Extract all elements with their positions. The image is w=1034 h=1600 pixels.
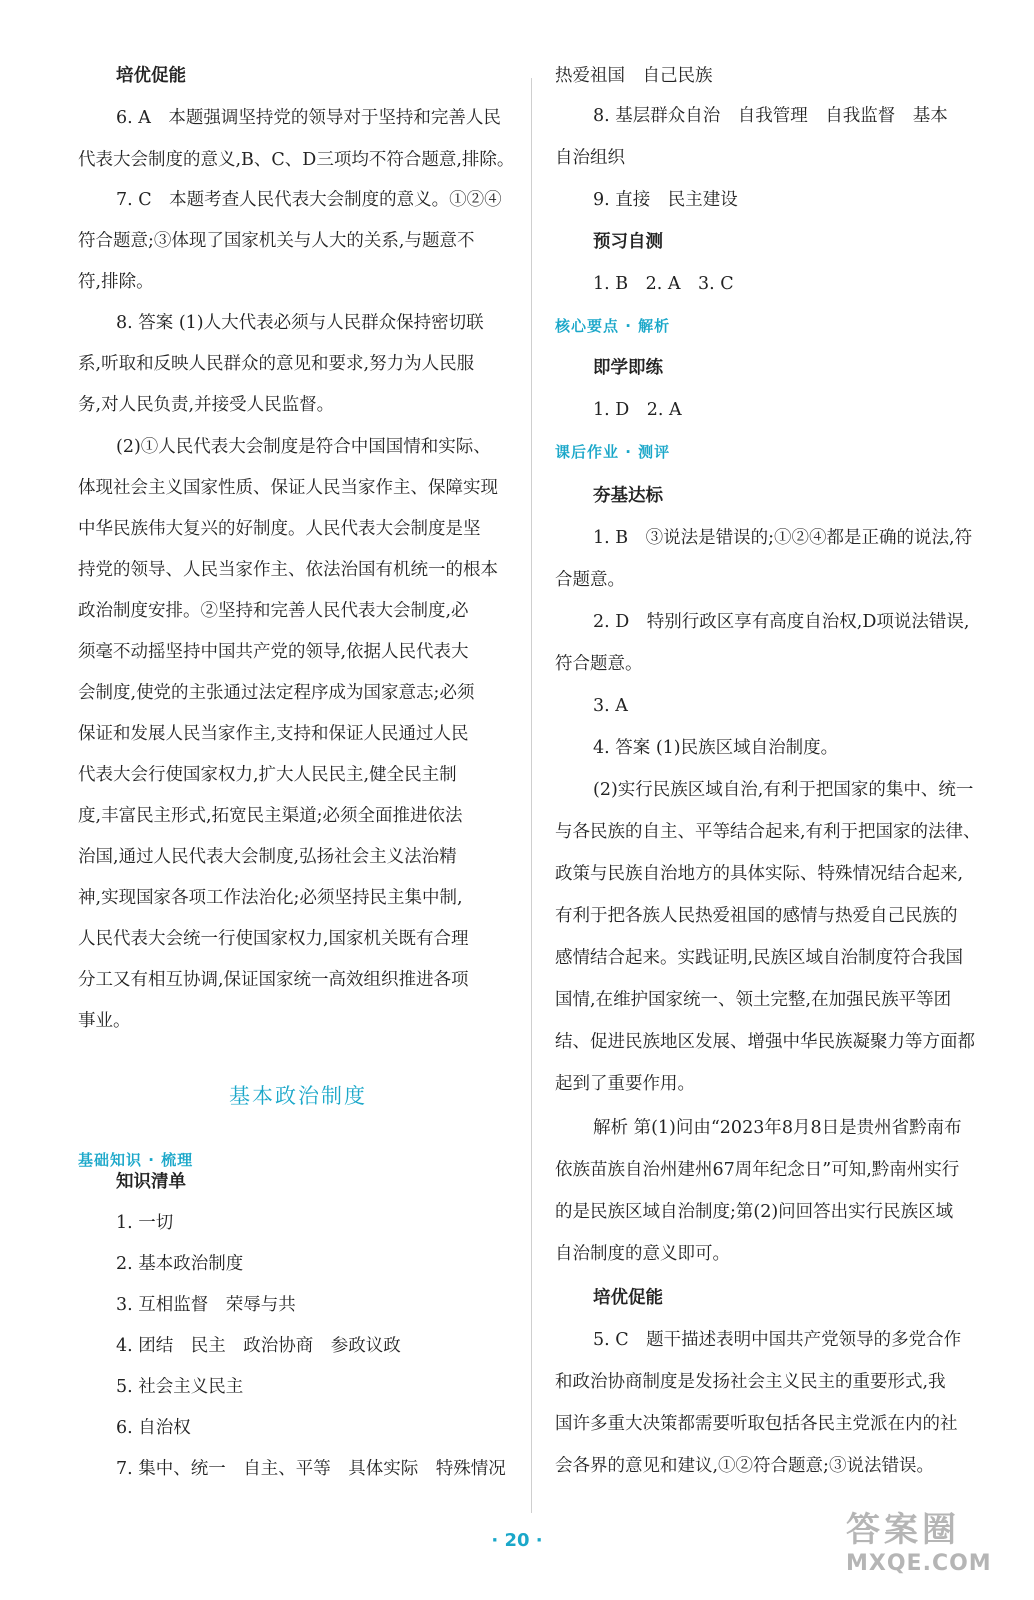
right-line-15: 3. A xyxy=(593,696,628,716)
right-line-7: 即学即练 xyxy=(593,358,663,378)
right-line-18: 与各民族的自主、平等结合起来,有利于把国家的法律、 xyxy=(555,822,981,842)
left-line-1: 6. A 本题强调坚持党的领导对于坚持和完善人民 xyxy=(116,108,501,128)
left-line-18: 度,丰富民主形式,拓宽民主渠道;必须全面推进依法 xyxy=(78,806,463,826)
left-line-8: 务,对人民负责,并接受人民监督。 xyxy=(78,395,335,415)
page-number: · 20 · xyxy=(491,1530,543,1551)
list-line-5: 5. 社会主义民主 xyxy=(116,1377,244,1397)
left-line-17: 代表大会行使国家权力,扩大人民民主,健全民主制 xyxy=(78,765,457,785)
right-line-14: 符合题意。 xyxy=(555,654,643,674)
left-line-21: 人民代表大会统一行使国家权力,国家机关既有合理 xyxy=(78,929,469,949)
left-line-4: 符合题意;③体现了国家机关与人大的关系,与题意不 xyxy=(78,231,475,251)
right-line-22: 国情,在维护国家统一、领土完整,在加强民族平等团 xyxy=(555,990,952,1010)
left-line-12: 持党的领导、人民当家作主、依法治国有机统一的根本 xyxy=(78,560,498,580)
left-line-20: 神,实现国家各项工作法治化;必须坚持民主集中制, xyxy=(78,888,463,908)
left-line-22: 分工又有相互协调,保证国家统一高效组织推进各项 xyxy=(78,970,469,990)
right-line-26: 依族苗族自治州建州67周年纪念日”可知,黔南州实行 xyxy=(555,1160,960,1180)
right-line-32: 国许多重大决策都需要听取包括各民主党派在内的社 xyxy=(555,1414,958,1434)
right-line-12: 合题意。 xyxy=(555,570,625,590)
section-title: 基本政治制度 xyxy=(229,1084,367,1108)
right-line-8: 1. D 2. A xyxy=(593,400,682,420)
left-line-6: 8. 答案 (1)人大代表必须与人民群众保持密切联 xyxy=(116,313,484,333)
right-line-5: 1. B 2. A 3. C xyxy=(593,274,734,294)
left-line-15: 会制度,使党的主张通过法定程序成为国家意志;必须 xyxy=(78,683,475,703)
right-line-24: 起到了重要作用。 xyxy=(555,1074,695,1094)
right-line-2: 自治组织 xyxy=(555,148,625,168)
left-line-19: 治国,通过人民代表大会制度,弘扬社会主义法治精 xyxy=(78,847,457,867)
right-line-4: 预习自测 xyxy=(593,232,663,252)
right-line-33: 会各界的意见和建议,①②符合题意;③说法错误。 xyxy=(555,1456,934,1476)
right-line-29: 培优促能 xyxy=(593,1288,663,1308)
right-line-11: 1. B ③说法是错误的;①②④都是正确的说法,符 xyxy=(593,528,973,548)
left-line-5: 符,排除。 xyxy=(78,272,154,292)
left-line-0: 培优促能 xyxy=(116,66,186,86)
right-line-0: 热爱祖国 自己民族 xyxy=(555,66,713,86)
left-line-13: 政治制度安排。②坚持和完善人民代表大会制度,必 xyxy=(78,601,469,621)
right-line-30: 5. C 题干描述表明中国共产党领导的多党合作 xyxy=(593,1330,962,1350)
watermark-bottom: MXQE.COM xyxy=(846,1551,992,1576)
list-line-3: 3. 互相监督 荣辱与共 xyxy=(116,1295,296,1315)
right-line-17: (2)实行民族区域自治,有利于把国家的集中、统一 xyxy=(593,780,974,800)
right-line-19: 政策与民族自治地方的具体实际、特殊情况结合起来, xyxy=(555,864,964,884)
right-line-1: 8. 基层群众自治 自我管理 自我监督 基本 xyxy=(593,106,948,126)
watermark-logo xyxy=(846,1510,1016,1590)
right-line-6: 核心要点 · 解析 xyxy=(555,317,671,335)
column-divider xyxy=(531,78,532,1513)
list-line-6: 6. 自治权 xyxy=(116,1418,191,1438)
left-line-3: 7. C 本题考查人民代表大会制度的意义。①②④ xyxy=(116,190,502,210)
right-line-13: 2. D 特别行政区享有高度自治权,D项说法错误, xyxy=(593,612,970,632)
list-line-0: 知识清单 xyxy=(116,1172,186,1192)
right-line-16: 4. 答案 (1)民族区域自治制度。 xyxy=(593,738,839,758)
right-line-25: 解析 第(1)问由“2023年8月8日是贵州省黔南布 xyxy=(593,1118,962,1138)
list-line-7: 7. 集中、统一 自主、平等 具体实际 特殊情况 xyxy=(116,1459,506,1479)
right-line-21: 感情结合起来。实践证明,民族区域自治制度符合我国 xyxy=(555,948,964,968)
left-line-14: 须毫不动摇坚持中国共产党的领导,依据人民代表大 xyxy=(78,642,469,662)
left-line-10: 体现社会主义国家性质、保证人民当家作主、保障实现 xyxy=(78,478,498,498)
right-line-28: 自治制度的意义即可。 xyxy=(555,1244,730,1264)
right-line-10: 夯基达标 xyxy=(593,486,663,506)
left-line-11: 中华民族伟大复兴的好制度。人民代表大会制度是坚 xyxy=(78,519,481,539)
left-line-2: 代表大会制度的意义,B、C、D三项均不符合题意,排除。 xyxy=(78,150,515,170)
left-line-16: 保证和发展人民当家作主,支持和保证人民通过人民 xyxy=(78,724,469,744)
left-line-7: 系,听取和反映人民群众的意见和要求,努力为人民服 xyxy=(78,354,475,374)
right-line-31: 和政治协商制度是发扬社会主义民主的重要形式,我 xyxy=(555,1372,946,1392)
right-line-27: 的是民族区域自治制度;第(2)问回答出实行民族区域 xyxy=(555,1202,954,1222)
left-line-9: (2)①人民代表大会制度是符合中国国情和实际、 xyxy=(116,437,491,457)
list-line-1: 1. 一切 xyxy=(116,1213,174,1233)
list-line-4: 4. 团结 民主 政治协商 参政议政 xyxy=(116,1336,401,1356)
section-header-basic: 基础知识 · 梳理 xyxy=(78,1151,194,1169)
left-line-23: 事业。 xyxy=(78,1011,131,1031)
watermark-top: 答案圈 xyxy=(846,1510,960,1550)
right-line-20: 有利于把各族人民热爱祖国的感情与热爱自己民族的 xyxy=(555,906,958,926)
right-line-9: 课后作业 · 测评 xyxy=(555,443,671,461)
list-line-2: 2. 基本政治制度 xyxy=(116,1254,244,1274)
right-line-23: 结、促进民族地区发展、增强中华民族凝聚力等方面都 xyxy=(555,1032,975,1052)
right-line-3: 9. 直接 民主建设 xyxy=(593,190,738,210)
